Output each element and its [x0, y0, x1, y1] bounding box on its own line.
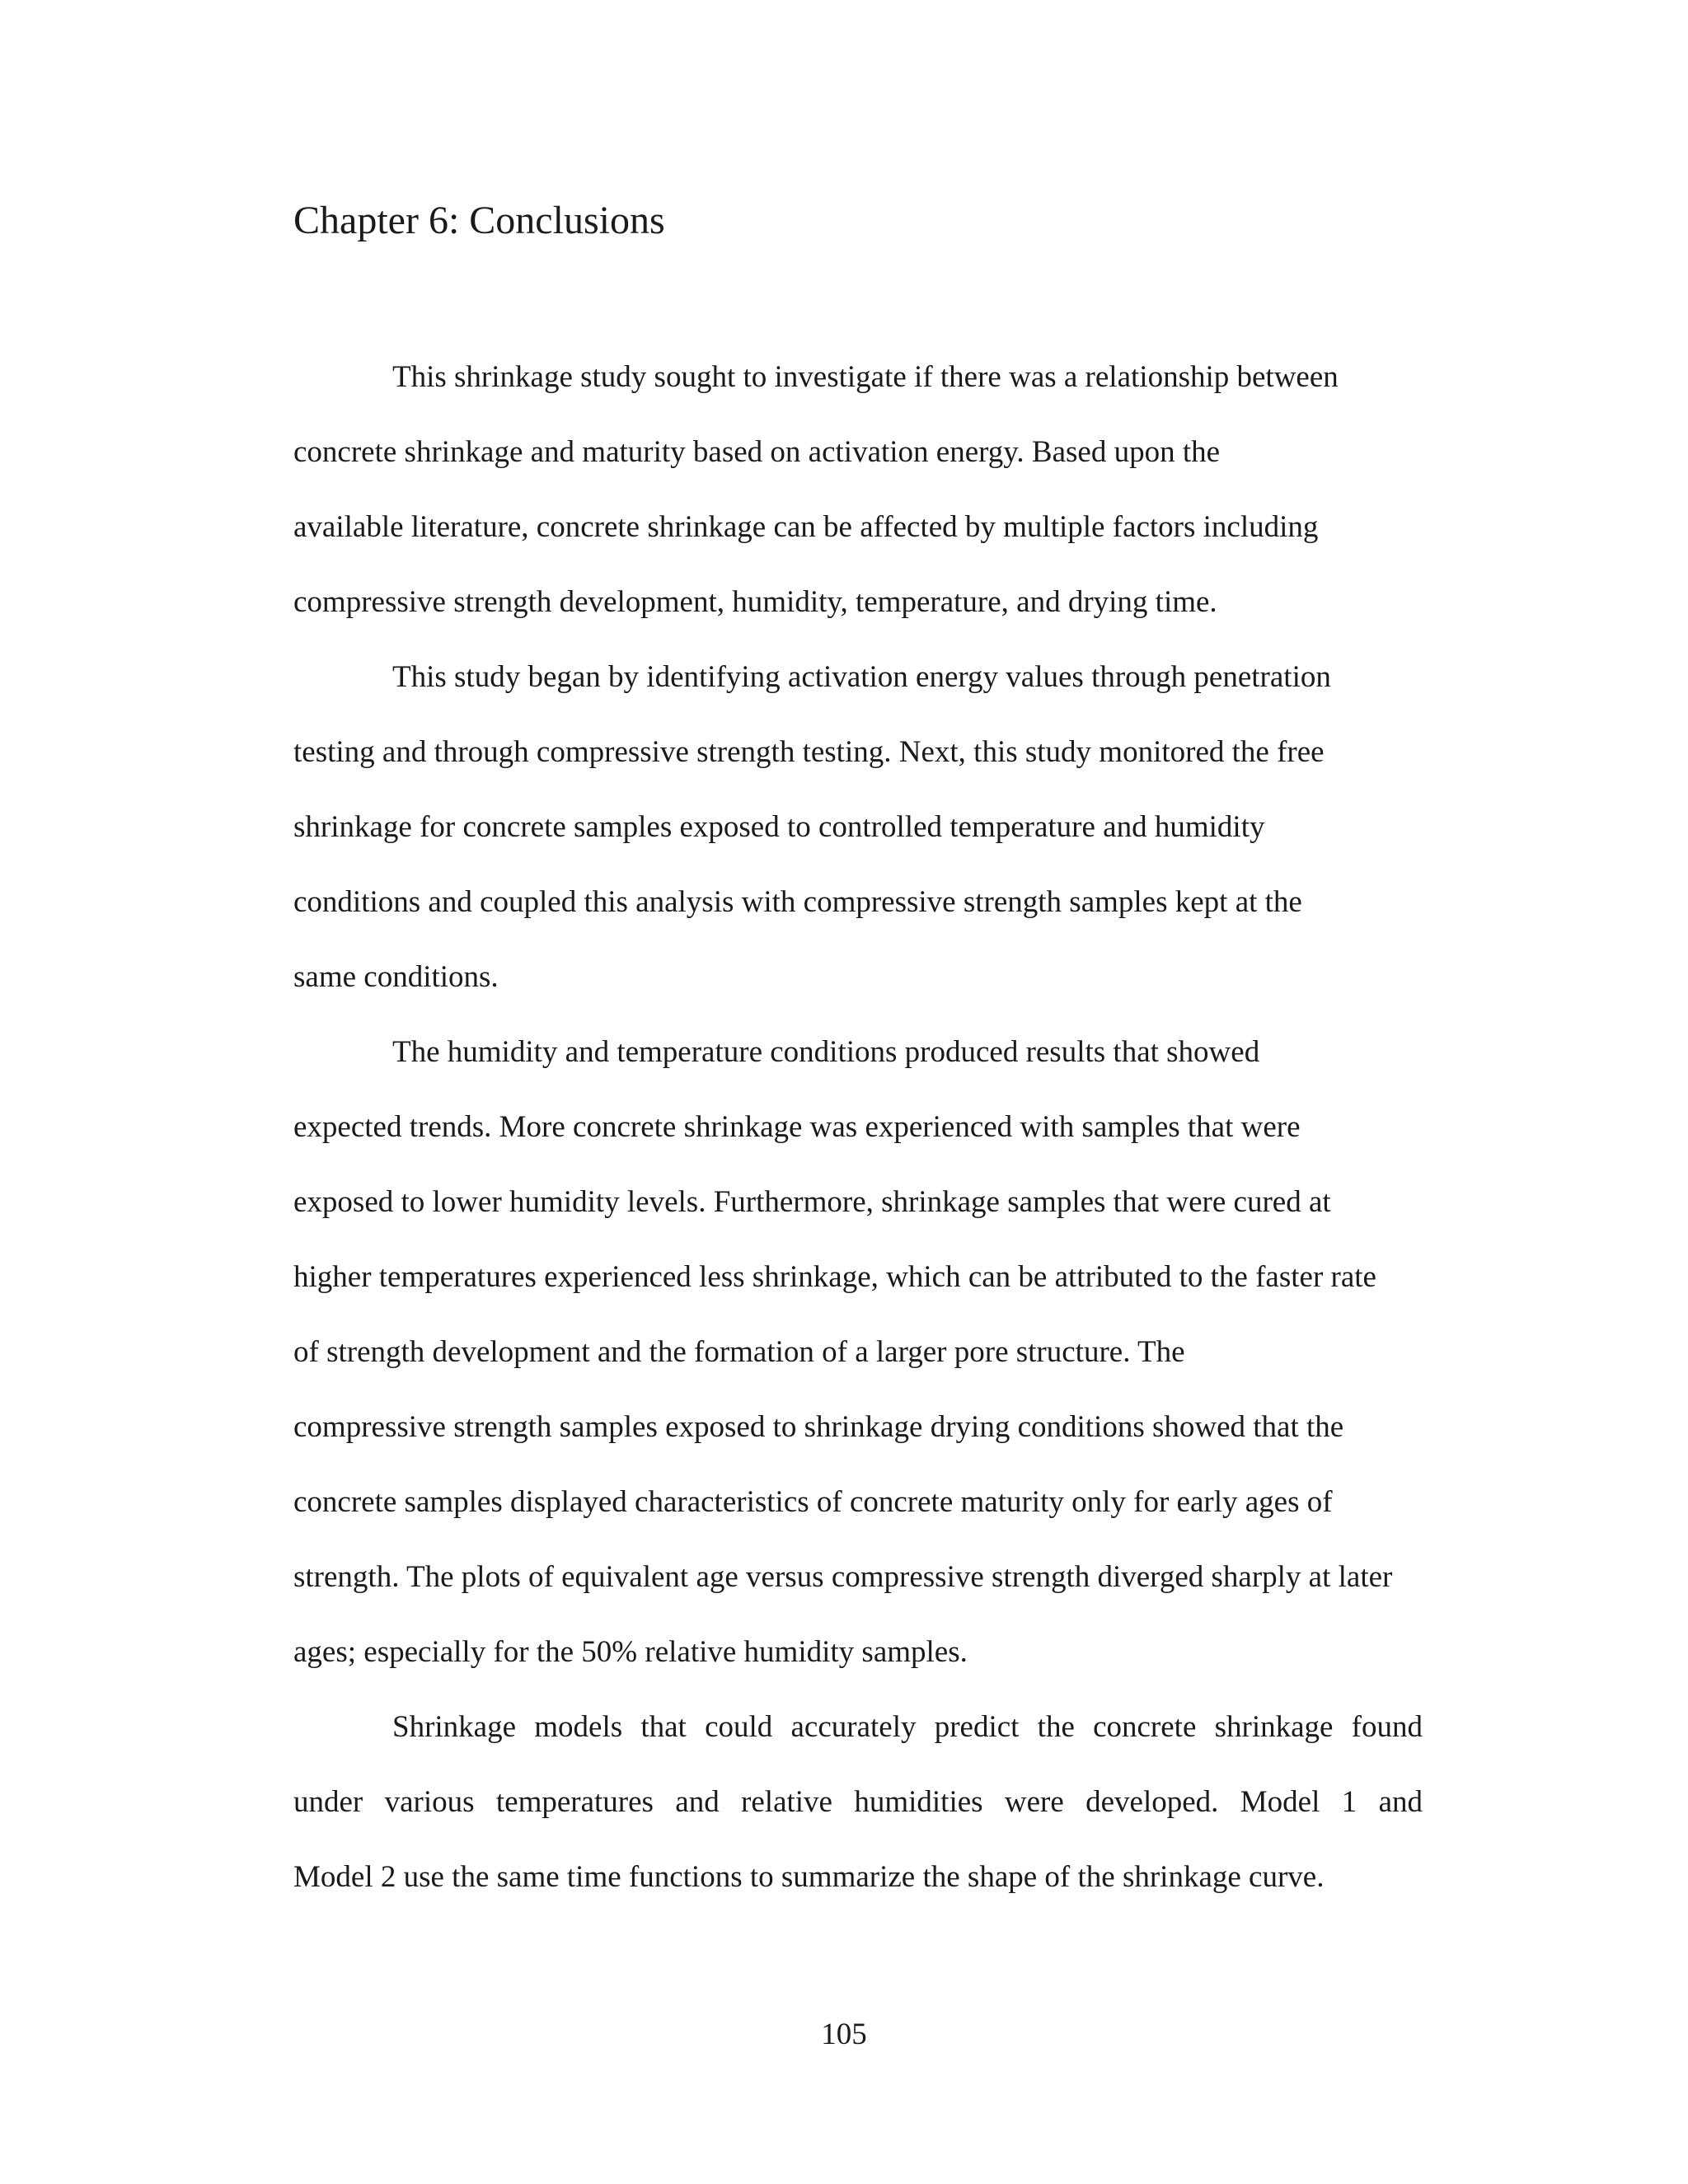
- paragraph-line: shrinkage for concrete samples exposed to controlled temperature and humidity: [293, 810, 1265, 844]
- page-number: 105: [821, 2018, 867, 2051]
- paragraph-line: strength. The plots of equivalent age versus compressive strength diverged sharply at later: [293, 1560, 1393, 1594]
- paragraph-line: The humidity and temperature conditions produced results that showed: [392, 1035, 1260, 1069]
- chapter-title: Chapter 6: Conclusions: [293, 199, 665, 242]
- paragraph-line: of strength development and the formation of a larger pore structure. The: [293, 1335, 1185, 1369]
- paragraph-line: This study began by identifying activation energy values through penetration: [392, 660, 1331, 694]
- paragraph-line: testing and through compressive strength testing. Next, this study monitored the free: [293, 735, 1325, 769]
- paragraph-line: concrete shrinkage and maturity based on activation energy. Based upon the: [293, 435, 1221, 469]
- paragraph-line: Model 2 use the same time functions to summarize the shape of the shrinkage curve.: [293, 1860, 1325, 1894]
- paragraph-line: higher temperatures experienced less shrinkage, which can be attributed to the faster rate: [293, 1260, 1376, 1294]
- paragraph-line: same conditions.: [293, 960, 499, 994]
- paragraph-line: exposed to lower humidity levels. Furthermore, shrinkage samples that were cured at: [293, 1185, 1331, 1219]
- paragraph-line: compressive strength samples exposed to shrinkage drying conditions showed that the: [293, 1410, 1344, 1444]
- paragraph-line: Shrinkage models that could accurately predict the concrete shrinkage found: [392, 1710, 1423, 1744]
- paragraph-line: under various temperatures and relative humidities were developed. Model 1 and: [293, 1785, 1423, 1819]
- paragraph-line: compressive strength development, humidity, temperature, and drying time.: [293, 585, 1217, 619]
- paragraph-line: expected trends. More concrete shrinkage was experienced with samples that were: [293, 1110, 1301, 1144]
- paragraph-line: This shrinkage study sought to investigate if there was a relationship between: [392, 360, 1339, 394]
- paragraph-line: ages; especially for the 50% relative humidity samples.: [293, 1635, 968, 1669]
- paragraph-line: conditions and coupled this analysis with compressive strength samples kept at the: [293, 885, 1302, 919]
- paragraph-line: concrete samples displayed characteristics of concrete maturity only for early ages of: [293, 1485, 1333, 1519]
- paragraph-line: available literature, concrete shrinkage can be affected by multiple factors including: [293, 510, 1319, 544]
